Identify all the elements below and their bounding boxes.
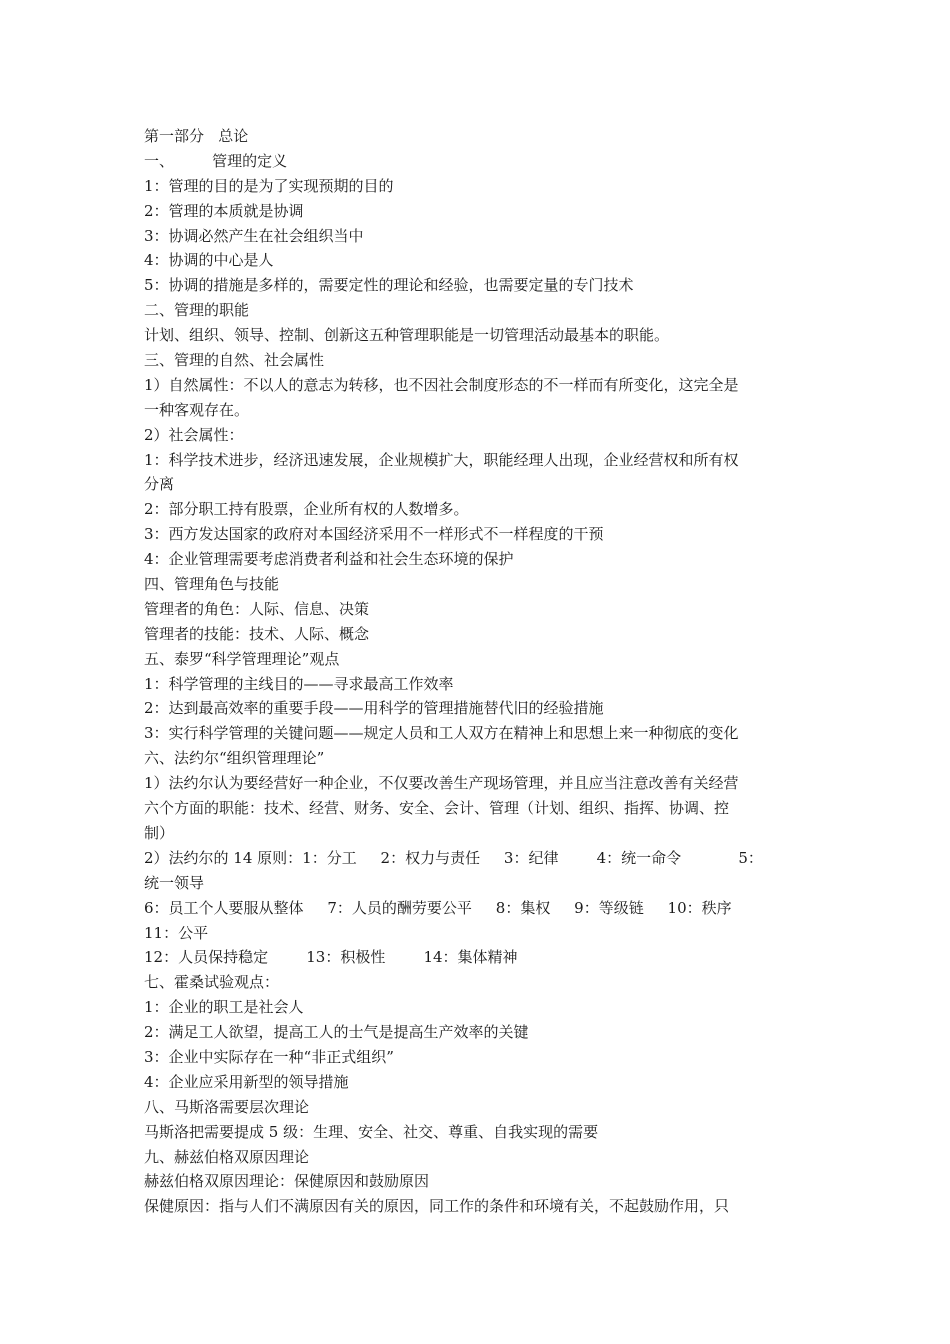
text-line (144, 597, 808, 622)
text-line (144, 995, 808, 1020)
text-line-content: 3：协调必然产生在社会组织当中 (144, 226, 364, 245)
text-line (144, 1070, 808, 1095)
text-line-content: 九、赫兹伯格双原因理论 (144, 1147, 310, 1166)
text-line-content: 1：科学技术进步，经济迅速发展，企业规模扩大，职能经理人出现，企业经营权和所有权 (144, 450, 739, 469)
text-line (144, 796, 808, 821)
text-line-content: 四、管理角色与技能 (144, 575, 280, 594)
text-line (144, 497, 808, 522)
document-body (144, 124, 808, 1219)
text-line (144, 1169, 808, 1194)
text-line-content: 4：协调的中心是人 (144, 251, 274, 270)
text-line-content: 马斯洛把需要提成 5 级：生理、安全、社交、尊重、自我实现的需要 (144, 1122, 599, 1141)
text-line (144, 921, 808, 946)
text-line (144, 298, 808, 323)
text-line-content: 保健原因：指与人们不满原因有关的原因，同工作的条件和环境有关，不起鼓励作用，只 (144, 1197, 730, 1216)
text-line-content: 一、 管理的定义 (144, 151, 288, 170)
text-line-content: 五、泰罗“科学管理理论”观点 (144, 649, 340, 668)
text-line-content: 第一部分 总论 (144, 127, 249, 145)
text-line (144, 522, 808, 547)
text-line-content: 2：达到最高效率的重要手段——用科学的管理措施替代旧的经验措施 (144, 699, 604, 718)
text-line-content: 七、霍桑试验观点： (144, 973, 280, 992)
text-line (144, 547, 808, 572)
text-line (144, 124, 808, 149)
text-line-content: 管理者的角色：人际、信息、决策 (144, 599, 370, 618)
text-line-content: 4：企业应采用新型的领导措施 (144, 1072, 349, 1091)
text-line (144, 1020, 808, 1045)
text-line-content: 3：西方发达国家的政府对本国经济采用不一样形式不一样程度的干预 (144, 525, 604, 544)
text-line-content: 1：企业的职工是社会人 (144, 998, 304, 1017)
text-line-content: 2）社会属性： (144, 425, 244, 444)
text-line-content: 三、管理的自然、社会属性 (144, 351, 325, 370)
text-line-content: 4：企业管理需要考虑消费者利益和社会生态环境的保护 (144, 550, 514, 569)
text-line-content: 六个方面的职能：技术、经营、财务、安全、会计、管理（计划、组织、指挥、协调、控 (144, 799, 730, 818)
text-line-content: 3：实行科学管理的关键问题——规定人员和工人双方在精神上和思想上来一种彻底的变化 (144, 724, 739, 743)
text-line-content: 5：协调的措施是多样的，需要定性的理论和经验，也需要定量的专门技术 (144, 276, 634, 295)
text-line (144, 721, 808, 746)
text-line (144, 149, 808, 174)
text-line-content: 计划、组织、领导、控制、创新这五种管理职能是一切管理活动最基本的职能。 (144, 326, 670, 345)
text-line-content: 1）自然属性：不以人的意志为转移，也不因社会制度形态的不一样而有所变化，这完全是 (144, 375, 739, 394)
text-line (144, 472, 808, 497)
text-line (144, 398, 808, 423)
text-line (144, 1095, 808, 1120)
text-line-content: 2：满足工人欲望，提高工人的士气是提高生产效率的关键 (144, 1023, 529, 1042)
text-line-content: 6：员工个人要服从整体 7：人员的酬劳要公平 8：集权 9：等级链 10：秩序 (144, 898, 732, 917)
text-line-content: 2）法约尔的 14 原则：1：分工 2：权力与责任 3：纪律 4：统一命令 5： (144, 848, 763, 867)
text-line-content: 1：科学管理的主线目的——寻求最高工作效率 (144, 674, 454, 693)
text-line-content: 1）法约尔认为要经营好一种企业，不仅要改善生产现场管理，并且应当注意改善有关经营 (144, 774, 739, 793)
text-line-content: 六、法约尔“组织管理理论” (144, 749, 325, 768)
text-line-content: 3：企业中实际存在一种“非正式组织” (144, 1047, 394, 1066)
text-line-content: 2：部分职工持有股票，企业所有权的人数增多。 (144, 500, 469, 519)
text-line (144, 871, 808, 896)
text-line (144, 273, 808, 298)
text-line-content: 二、管理的职能 (144, 301, 250, 320)
text-line-content: 1：管理的目的是为了实现预期的目的 (144, 176, 394, 195)
text-line (144, 945, 808, 970)
text-line (144, 448, 808, 473)
text-line (144, 1194, 808, 1219)
text-line (144, 199, 808, 224)
text-line (144, 423, 808, 448)
text-line (144, 224, 808, 249)
text-line-content: 管理者的技能：技术、人际、概念 (144, 624, 370, 643)
text-line-content: 12：人员保持稳定 13：积极性 14：集体精神 (144, 948, 518, 967)
text-line (144, 1145, 808, 1170)
text-line (144, 348, 808, 373)
text-line (144, 1045, 808, 1070)
text-line (144, 647, 808, 672)
text-line (144, 373, 808, 398)
text-line-content: 分离 (144, 475, 175, 494)
text-line (144, 572, 808, 597)
text-line-content: 赫兹伯格双原因理论：保健原因和鼓励原因 (144, 1172, 430, 1191)
text-line (144, 896, 808, 921)
text-line-content: 八、马斯洛需要层次理论 (144, 1097, 310, 1116)
text-line (144, 771, 808, 796)
text-line (144, 174, 808, 199)
text-line (144, 622, 808, 647)
text-line (144, 846, 808, 871)
text-line (144, 821, 808, 846)
text-line (144, 1120, 808, 1145)
text-line (144, 672, 808, 697)
text-line-content: 制） (144, 823, 175, 842)
text-line-content: 2：管理的本质就是协调 (144, 201, 304, 220)
text-line (144, 970, 808, 995)
text-line-content: 统一领导 (144, 873, 205, 892)
text-line-content: 11：公平 (144, 923, 209, 942)
text-line (144, 248, 808, 273)
text-line (144, 696, 808, 721)
text-line (144, 323, 808, 348)
text-line (144, 746, 808, 771)
text-line-content: 一种客观存在。 (144, 400, 250, 419)
